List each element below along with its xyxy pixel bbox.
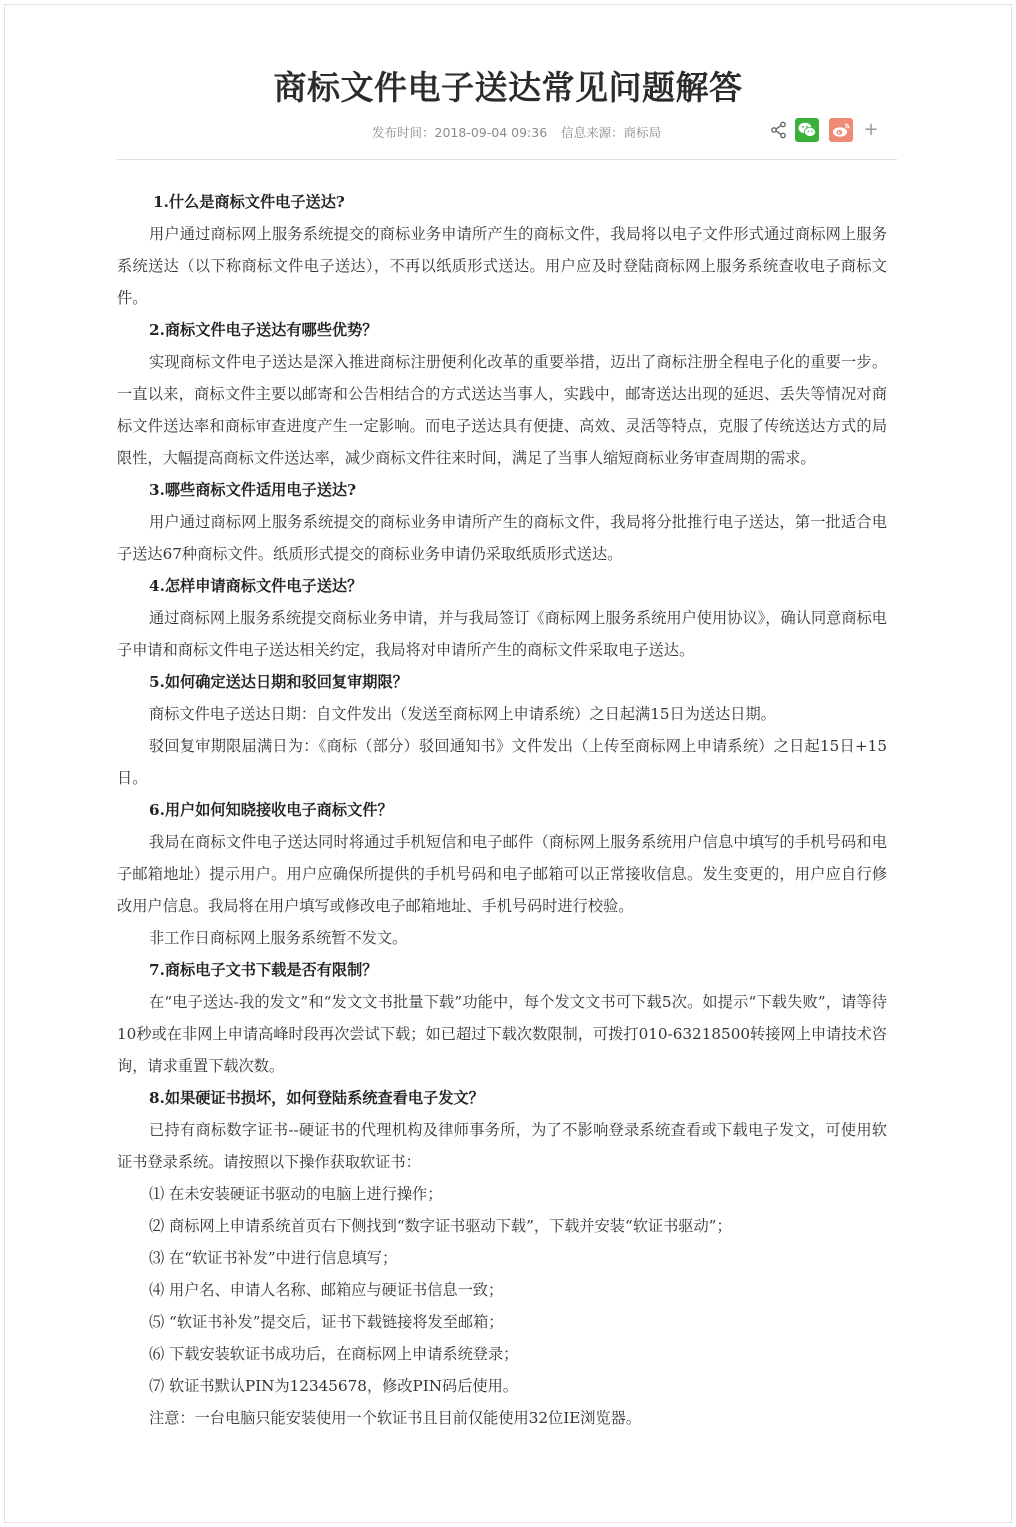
publish-time: 发布时间：2018-09-04 09:36: [372, 125, 548, 140]
section-8-step-7: ⑺ 软证书默认PIN为12345678，修改PIN码后使用。: [149, 1377, 518, 1395]
section-8-step-5: ⑸ “软证书补发”提交后，证书下载链接将发至邮箱；: [149, 1313, 504, 1331]
info-source: 信息来源：商标局: [561, 125, 662, 140]
section-8-step-4: ⑷ 用户名、申请人名称、邮箱应与硬证书信息一致；: [149, 1281, 504, 1299]
share-bar: [768, 117, 879, 143]
section-2-question: 2.商标文件电子送达有哪些优势？: [149, 321, 378, 339]
section-4-answer: 通过商标网上服务系统提交商标业务申请，并与我局签订《商标网上服务系统用户使用协议》，确认同意商标电子申请和商标文件电子送达相关约定，我局将对申请所产生的商标文件采取电子送达。: [117, 609, 887, 659]
weibo-icon[interactable]: [829, 118, 853, 142]
section-8-note: 注意：一台电脑只能安装使用一个软证书且目前仅能使用32位IE浏览器。: [149, 1409, 642, 1427]
section-6-answer-1: 我局在商标文件电子送达同时将通过手机短信和电子邮件（商标网上服务系统用户信息中填写的手机号码和电子邮箱地址）提示用户。用户应确保所提供的手机号码和电子邮箱可以正常接收信息。发生变更的，用户应自行修改用户信息。我局将在用户填写或修改电子邮箱地址、手机号码时进行校验。: [117, 833, 887, 915]
section-8-step-2: ⑵ 商标网上申请系统首页右下侧找到“数字证书驱动下载”，下载并安装“软证书驱动”；: [149, 1217, 732, 1235]
share-icon[interactable]: [768, 118, 790, 142]
section-1-question: 1.什么是商标文件电子送达?: [153, 193, 345, 211]
article-body: [117, 186, 887, 1434]
article-meta: [372, 123, 661, 141]
section-5-question: 5.如何确定送达日期和驳回复审期限？: [149, 673, 408, 691]
wechat-icon[interactable]: [795, 118, 819, 142]
header-divider: [117, 159, 897, 160]
article-title: 商标文件电子送达常见问题解答: [273, 68, 743, 107]
section-4-question: 4.怎样申请商标文件电子送达？: [149, 577, 363, 595]
plus-icon[interactable]: +: [863, 119, 879, 140]
section-8-question: 8.如果硬证书损坏，如何登陆系统查看电子发文？: [149, 1089, 484, 1107]
section-8-step-6: ⑹ 下载安装软证书成功后，在商标网上申请系统登录；: [149, 1345, 519, 1363]
section-7-answer: 在“电子送达-我的发文”和“发文文书批量下载”功能中，每个发文文书可下载5次。如提示“下载失败”，请等待10秒或在非网上申请高峰时段再次尝试下载；如已超过下载次数限制，可拨打010-63218500转接网上申请技术咨询，请求重置下载次数。: [117, 993, 887, 1075]
section-3-question: 3.哪些商标文件适用电子送达?: [149, 481, 357, 499]
section-5-answer-1: 商标文件电子送达日期：自文件发出（发送至商标网上申请系统）之日起满15日为送达日期。: [149, 705, 776, 723]
section-8-answer: 已持有商标数字证书--硬证书的代理机构及律师事务所，为了不影响登录系统查看或下载电子发文，可使用软证书登录系统。请按照以下操作获取软证书：: [117, 1121, 887, 1171]
section-6-answer-2: 非工作日商标网上服务系统暂不发文。: [149, 929, 408, 947]
section-8-step-1: ⑴ 在未安装硬证书驱动的电脑上进行操作；: [149, 1185, 443, 1203]
section-8-step-3: ⑶ 在“软证书补发”中进行信息填写；: [149, 1249, 398, 1267]
section-6-question: 6.用户如何知晓接收电子商标文件？: [149, 801, 393, 819]
section-5-answer-2: 驳回复审期限届满日为：《商标（部分）驳回通知书》文件发出（上传至商标网上申请系统）之日起15日+15日。: [117, 737, 887, 787]
section-7-question: 7.商标电子文书下载是否有限制？: [149, 961, 378, 979]
section-2-answer: 实现商标文件电子送达是深入推进商标注册便利化改革的重要举措，迈出了商标注册全程电子化的重要一步。一直以来，商标文件主要以邮寄和公告相结合的方式送达当事人，实践中，邮寄送达出现的延迟、丢失等情况对商标文件送达率和商标审查进度产生一定影响。而电子送达具有便捷、高效、灵活等特点，克服了传统送达方式的局限性，大幅提高商标文件送达率，减少商标文件往来时间，满足了当事人缩短商标业务审查周期的需求。: [117, 353, 887, 467]
section-3-answer: 用户通过商标网上服务系统提交的商标业务申请所产生的商标文件，我局将分批推行电子送达，第一批适合电子送达67种商标文件。纸质形式提交的商标业务申请仍采取纸质形式送达。: [117, 513, 887, 563]
section-1-answer: 用户通过商标网上服务系统提交的商标业务申请所产生的商标文件，我局将以电子文件形式通过商标网上服务系统送达（以下称商标文件电子送达），不再以纸质形式送达。用户应及时登陆商标网上服务系统查收电子商标文件。: [117, 225, 887, 307]
